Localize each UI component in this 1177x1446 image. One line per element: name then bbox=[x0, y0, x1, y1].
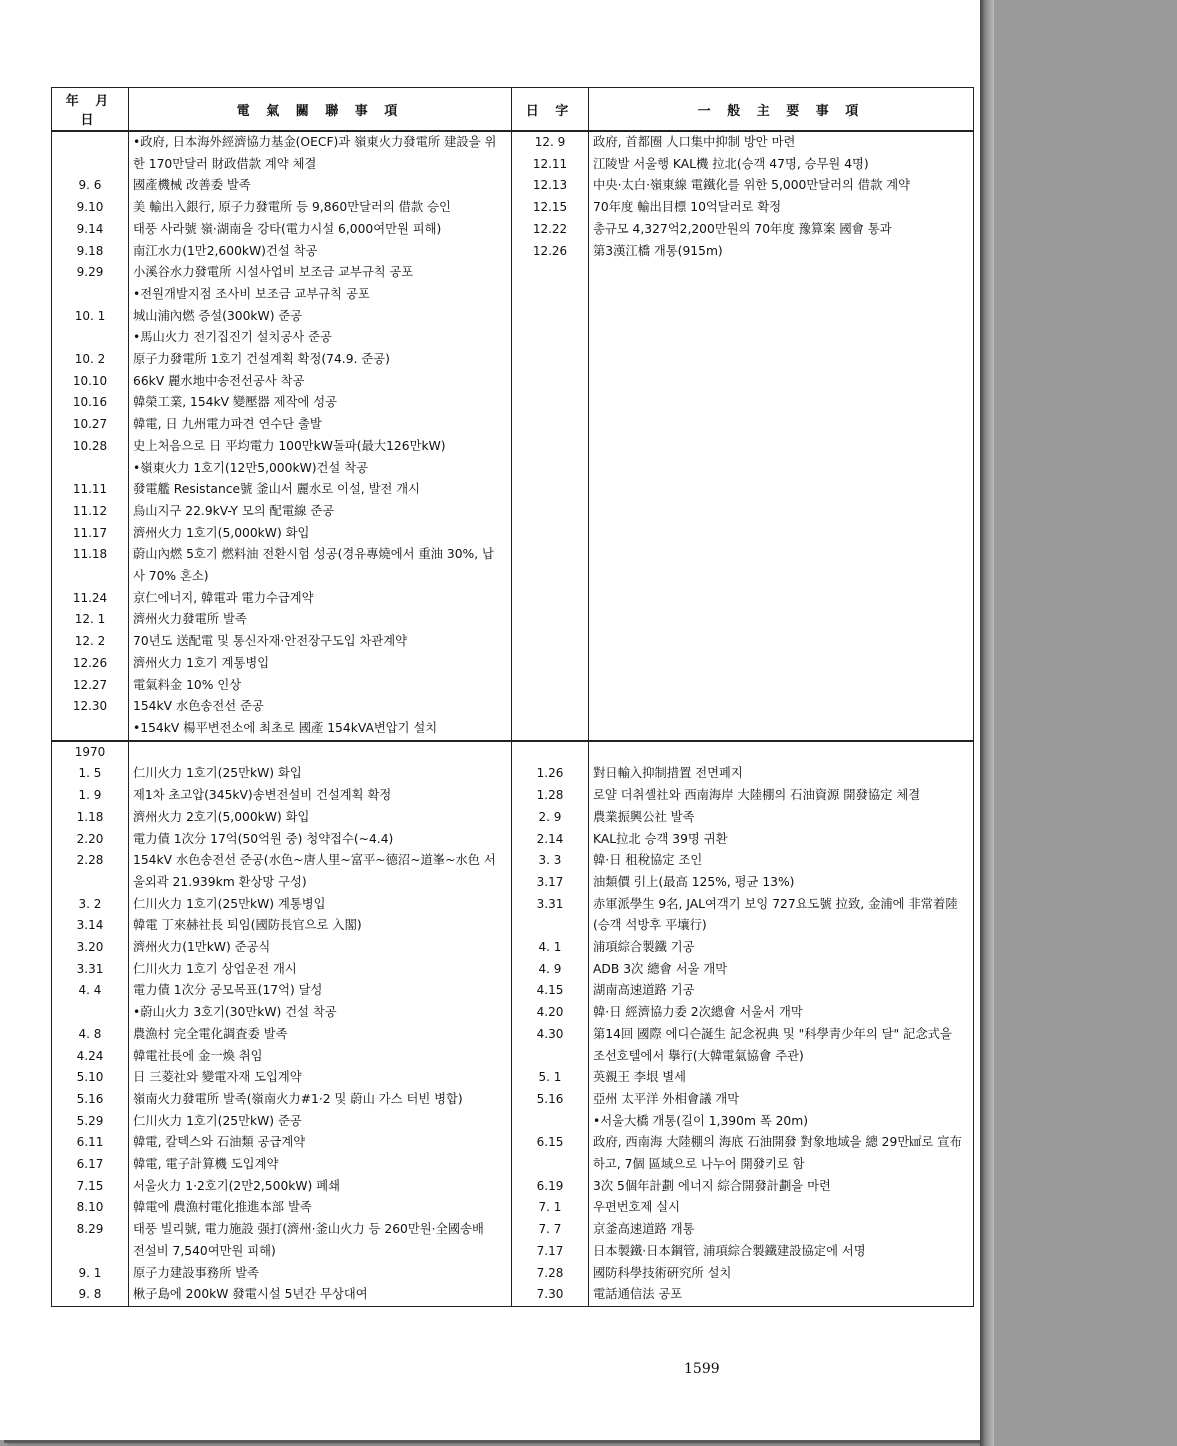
date-cell: 12.30 bbox=[52, 696, 129, 718]
table-row bbox=[52, 785, 974, 807]
date-cell: 9.29 bbox=[52, 262, 129, 284]
header-electric-events: 電 氣 關 聯 事 項 bbox=[129, 88, 512, 132]
general-event-cell bbox=[589, 392, 974, 414]
table-row bbox=[52, 609, 974, 631]
general-event-cell: 3次 5個年計劃 에너지 綜合開發計劃을 마련 bbox=[589, 1176, 974, 1198]
date-cell: 12.26 bbox=[52, 653, 129, 675]
date-cell: 8.29 bbox=[52, 1219, 129, 1241]
electric-event-cell: 태풍 빌리號, 電力施設 强打(濟州·釜山火力 등 260만원·全國송배 bbox=[129, 1219, 512, 1241]
date-cell bbox=[52, 718, 129, 741]
day-cell bbox=[512, 349, 589, 371]
general-event-cell: 對日輸入抑制措置 전면폐지 bbox=[589, 763, 974, 785]
general-event-cell: 日本製鐵·日本鋼管, 浦項綜合製鐵建設協定에 서명 bbox=[589, 1241, 974, 1263]
date-cell: 1. 9 bbox=[52, 785, 129, 807]
electric-event-cell: 電力債 1次分 공모목표(17억) 달성 bbox=[129, 980, 512, 1002]
general-event-cell: 國防科學技術硏究所 설치 bbox=[589, 1263, 974, 1285]
general-event-cell: •서울大橋 개통(길이 1,390m 폭 20m) bbox=[589, 1111, 974, 1133]
general-event-cell: 中央·太白·嶺東線 電鐵化를 위한 5,000만달러의 借款 계약 bbox=[589, 175, 974, 197]
table-row bbox=[52, 436, 974, 458]
header-day: 日 字 bbox=[512, 88, 589, 132]
date-cell: 1.18 bbox=[52, 807, 129, 829]
table-row bbox=[52, 937, 974, 959]
day-cell bbox=[512, 436, 589, 458]
general-event-cell bbox=[589, 284, 974, 306]
day-cell bbox=[512, 479, 589, 501]
date-cell: 5.10 bbox=[52, 1067, 129, 1089]
table-row bbox=[52, 807, 974, 829]
table-row bbox=[52, 915, 974, 937]
table-row bbox=[52, 653, 974, 675]
electric-event-cell: •嶺東火力 1호기(12만5,000kW)건설 착공 bbox=[129, 458, 512, 480]
day-cell bbox=[512, 588, 589, 610]
table-row bbox=[52, 1284, 974, 1306]
date-cell: 3.20 bbox=[52, 937, 129, 959]
date-cell bbox=[52, 154, 129, 176]
general-event-cell: 亞州 太平洋 外相會議 개막 bbox=[589, 1089, 974, 1111]
general-event-cell: 第14回 國際 에디슨誕生 記念祝典 및 "科學靑少年의 달" 記念式을 bbox=[589, 1024, 974, 1046]
general-event-cell: 江陵발 서울행 KAL機 拉北(승객 47명, 승무원 4명) bbox=[589, 154, 974, 176]
date-cell: 3.31 bbox=[52, 959, 129, 981]
date-cell bbox=[52, 327, 129, 349]
general-event-cell: 70年度 輸出目標 10억달러로 확정 bbox=[589, 197, 974, 219]
table-row bbox=[52, 219, 974, 241]
day-cell: 5.16 bbox=[512, 1089, 589, 1111]
header-general-events: 一 般 主 要 事 項 bbox=[589, 88, 974, 132]
date-cell: 10.28 bbox=[52, 436, 129, 458]
general-event-cell: 湖南高速道路 기공 bbox=[589, 980, 974, 1002]
day-cell bbox=[512, 306, 589, 328]
table-row bbox=[52, 392, 974, 414]
table-row bbox=[52, 1176, 974, 1198]
date-cell: 3. 2 bbox=[52, 894, 129, 916]
date-cell bbox=[52, 1002, 129, 1024]
electric-event-cell: 國產機械 改善委 발족 bbox=[129, 175, 512, 197]
day-cell: 6.19 bbox=[512, 1176, 589, 1198]
day-cell bbox=[512, 371, 589, 393]
table-row bbox=[52, 566, 974, 588]
date-cell: 10.16 bbox=[52, 392, 129, 414]
date-cell: 9. 8 bbox=[52, 1284, 129, 1306]
electric-event-cell: 66kV 麗水地中송전선공사 착공 bbox=[129, 371, 512, 393]
table-row bbox=[52, 980, 974, 1002]
date-cell: 11.11 bbox=[52, 479, 129, 501]
electric-event-cell: 仁川火力 1호기 상업운전 개시 bbox=[129, 959, 512, 981]
table-row bbox=[52, 829, 974, 851]
date-cell bbox=[52, 872, 129, 894]
day-cell bbox=[512, 631, 589, 653]
general-event-cell bbox=[589, 544, 974, 566]
electric-event-cell: 濟州火力 2호기(5,000kW) 화입 bbox=[129, 807, 512, 829]
table-row bbox=[52, 131, 974, 154]
date-cell: 9.14 bbox=[52, 219, 129, 241]
day-cell bbox=[512, 675, 589, 697]
electric-event-cell: 原子力發電所 1호기 건설계획 확정(74.9. 준공) bbox=[129, 349, 512, 371]
electric-event-cell: 濟州火力 1호기 계통병입 bbox=[129, 653, 512, 675]
general-event-cell: KAL拉北 승객 39명 귀환 bbox=[589, 829, 974, 851]
table-row bbox=[52, 1154, 974, 1176]
table-row bbox=[52, 544, 974, 566]
electric-event-cell: 南江水力(1만2,600kW)건설 착공 bbox=[129, 241, 512, 263]
table-row bbox=[52, 1089, 974, 1111]
day-cell bbox=[512, 915, 589, 937]
date-cell: 11.18 bbox=[52, 544, 129, 566]
general-event-cell bbox=[589, 588, 974, 610]
day-cell: 4.20 bbox=[512, 1002, 589, 1024]
day-cell: 2.14 bbox=[512, 829, 589, 851]
general-event-cell bbox=[589, 696, 974, 718]
electric-event-cell: 仁川火力 1호기(25만kW) 준공 bbox=[129, 1111, 512, 1133]
table-row bbox=[52, 327, 974, 349]
table-row bbox=[52, 1024, 974, 1046]
electric-event-cell: 韓電 丁來赫社長 퇴임(國防長官으로 入閣) bbox=[129, 915, 512, 937]
table-row bbox=[52, 1002, 974, 1024]
date-cell: 8.10 bbox=[52, 1197, 129, 1219]
general-event-cell bbox=[589, 631, 974, 653]
table-row bbox=[52, 741, 974, 764]
table-row bbox=[52, 1111, 974, 1133]
general-event-cell: 政府, 首都圈 人口集中抑制 방안 마련 bbox=[589, 131, 974, 154]
electric-event-cell: 原子力建設事務所 발족 bbox=[129, 1263, 512, 1285]
electric-event-cell: 仁川火力 1호기(25만kW) 계통병입 bbox=[129, 894, 512, 916]
day-cell bbox=[512, 544, 589, 566]
section-1969 bbox=[52, 131, 974, 741]
date-cell: 11.12 bbox=[52, 501, 129, 523]
date-cell: 6.11 bbox=[52, 1132, 129, 1154]
electric-event-cell: 仁川火力 1호기(25만kW) 화입 bbox=[129, 763, 512, 785]
table-row bbox=[52, 458, 974, 480]
electric-event-cell: 韓電, 日 九州電力파견 연수단 출발 bbox=[129, 414, 512, 436]
electric-event-cell: 電力債 1次分 17억(50억원 중) 청약접수(~4.4) bbox=[129, 829, 512, 851]
general-event-cell bbox=[589, 675, 974, 697]
date-cell bbox=[52, 284, 129, 306]
electric-event-cell: 한 170만달러 財政借款 계약 체결 bbox=[129, 154, 512, 176]
date-cell: 9. 6 bbox=[52, 175, 129, 197]
table-row bbox=[52, 154, 974, 176]
electric-event-cell: 韓榮工業, 154kV 變壓器 제작에 성공 bbox=[129, 392, 512, 414]
day-cell bbox=[512, 327, 589, 349]
electric-event-cell: 濟州火力(1만kW) 준공식 bbox=[129, 937, 512, 959]
general-event-cell bbox=[589, 523, 974, 545]
electric-event-cell: 小溪谷水力發電所 시설사업비 보조금 교부규칙 공포 bbox=[129, 262, 512, 284]
day-cell bbox=[512, 501, 589, 523]
general-event-cell: 英親王 李垠 별세 bbox=[589, 1067, 974, 1089]
general-event-cell bbox=[589, 458, 974, 480]
date-cell: 10.10 bbox=[52, 371, 129, 393]
date-cell: 1970 bbox=[52, 741, 129, 764]
electric-event-cell: 京仁에너지, 韓電과 電力수급계약 bbox=[129, 588, 512, 610]
day-cell: 4.15 bbox=[512, 980, 589, 1002]
electric-event-cell: 發電艦 Resistance號 釜山서 麗水로 이설, 발전 개시 bbox=[129, 479, 512, 501]
date-cell: 9. 1 bbox=[52, 1263, 129, 1285]
day-cell bbox=[512, 262, 589, 284]
electric-event-cell: 蔚山內燃 5호기 燃料油 전환시험 성공(경유專燒에서 重油 30%, 납 bbox=[129, 544, 512, 566]
date-cell: 11.24 bbox=[52, 588, 129, 610]
table-row bbox=[52, 306, 974, 328]
day-cell bbox=[512, 414, 589, 436]
electric-event-cell: 태풍 사라號 嶺·湖南을 강타(電力시설 6,000여만원 피해) bbox=[129, 219, 512, 241]
day-cell: 3.31 bbox=[512, 894, 589, 916]
general-event-cell: 第3漢江橋 개통(915m) bbox=[589, 241, 974, 263]
day-cell bbox=[512, 696, 589, 718]
day-cell bbox=[512, 609, 589, 631]
day-cell: 6.15 bbox=[512, 1132, 589, 1154]
table-row bbox=[52, 894, 974, 916]
table-row bbox=[52, 696, 974, 718]
day-cell: 12.15 bbox=[512, 197, 589, 219]
table-row bbox=[52, 1132, 974, 1154]
day-cell: 7.17 bbox=[512, 1241, 589, 1263]
day-cell: 5. 1 bbox=[512, 1067, 589, 1089]
date-cell: 4. 8 bbox=[52, 1024, 129, 1046]
table-row bbox=[52, 588, 974, 610]
electric-event-cell: •馬山火力 전기집진기 설치공사 준공 bbox=[129, 327, 512, 349]
table-row bbox=[52, 262, 974, 284]
date-cell: 12. 1 bbox=[52, 609, 129, 631]
electric-event-cell: 154kV 水色송전선 준공 bbox=[129, 696, 512, 718]
general-event-cell bbox=[589, 741, 974, 764]
date-cell: 2.20 bbox=[52, 829, 129, 851]
electric-event-cell: •蔚山火力 3호기(30만kW) 건설 착공 bbox=[129, 1002, 512, 1024]
day-cell: 1.28 bbox=[512, 785, 589, 807]
date-cell: 5.16 bbox=[52, 1089, 129, 1111]
general-event-cell: 電話通信法 공포 bbox=[589, 1284, 974, 1306]
date-cell: 10. 1 bbox=[52, 306, 129, 328]
table-row bbox=[52, 1219, 974, 1241]
table-row bbox=[52, 850, 974, 872]
day-cell: 7. 7 bbox=[512, 1219, 589, 1241]
day-cell bbox=[512, 392, 589, 414]
electric-event-cell: 楸子島에 200kW 發電시설 5년간 무상대여 bbox=[129, 1284, 512, 1306]
day-cell bbox=[512, 741, 589, 764]
day-cell: 1.26 bbox=[512, 763, 589, 785]
table-row bbox=[52, 872, 974, 894]
table-row bbox=[52, 241, 974, 263]
general-event-cell bbox=[589, 371, 974, 393]
table-row bbox=[52, 479, 974, 501]
day-cell bbox=[512, 566, 589, 588]
general-event-cell bbox=[589, 653, 974, 675]
general-event-cell: 韓·日 租稅協定 조인 bbox=[589, 850, 974, 872]
day-cell bbox=[512, 1046, 589, 1068]
electric-event-cell: 154kV 水色송전선 준공(水色~唐人里~富平~德沼~道峯~水色 서 bbox=[129, 850, 512, 872]
date-cell: 6.17 bbox=[52, 1154, 129, 1176]
date-cell: 3.14 bbox=[52, 915, 129, 937]
electric-event-cell: 濟州火力發電所 발족 bbox=[129, 609, 512, 631]
electric-event-cell: 사 70% 혼소) bbox=[129, 566, 512, 588]
date-cell: 4. 4 bbox=[52, 980, 129, 1002]
general-event-cell bbox=[589, 262, 974, 284]
table-row bbox=[52, 523, 974, 545]
day-cell: 12.13 bbox=[512, 175, 589, 197]
date-cell: 11.17 bbox=[52, 523, 129, 545]
date-cell bbox=[52, 1241, 129, 1263]
day-cell: 4.30 bbox=[512, 1024, 589, 1046]
electric-event-cell: 韓電에 農漁村電化推進本部 발족 bbox=[129, 1197, 512, 1219]
day-cell: 7. 1 bbox=[512, 1197, 589, 1219]
day-cell bbox=[512, 653, 589, 675]
electric-event-cell: 烏山지구 22.9kV-Y 모의 配電線 준공 bbox=[129, 501, 512, 523]
electric-event-cell: 嶺南火力發電所 발족(嶺南火力#1·2 및 蔚山 가스 터빈 병합) bbox=[129, 1089, 512, 1111]
electric-event-cell: 城山浦內燃 증설(300kW) 준공 bbox=[129, 306, 512, 328]
general-event-cell: 하고, 7個 區域으로 나누어 開發키로 함 bbox=[589, 1154, 974, 1176]
electric-event-cell: 전설비 7,540여만원 피해) bbox=[129, 1241, 512, 1263]
date-cell: 5.29 bbox=[52, 1111, 129, 1133]
table-row bbox=[52, 175, 974, 197]
date-cell: 1. 5 bbox=[52, 763, 129, 785]
electric-event-cell: 제1차 초고압(345kV)송변전설비 건설계획 확정 bbox=[129, 785, 512, 807]
date-cell: 9.18 bbox=[52, 241, 129, 263]
general-event-cell: 油類價 引上(最高 125%, 평균 13%) bbox=[589, 872, 974, 894]
date-cell bbox=[52, 458, 129, 480]
general-event-cell: 赤軍派學生 9名, JAL여객기 보잉 727요도號 拉致, 金浦에 非常着陸 bbox=[589, 894, 974, 916]
electric-event-cell: •전원개발지점 조사비 보조금 교부규칙 공포 bbox=[129, 284, 512, 306]
table-row bbox=[52, 959, 974, 981]
general-event-cell bbox=[589, 501, 974, 523]
day-cell bbox=[512, 523, 589, 545]
table-row bbox=[52, 371, 974, 393]
electric-event-cell: 美 輸出入銀行, 原子力發電所 등 9,860만달러의 借款 승인 bbox=[129, 197, 512, 219]
general-event-cell: 浦項綜合製鐵 기공 bbox=[589, 937, 974, 959]
day-cell: 3.17 bbox=[512, 872, 589, 894]
general-event-cell bbox=[589, 414, 974, 436]
general-event-cell bbox=[589, 609, 974, 631]
date-cell: 2.28 bbox=[52, 850, 129, 872]
electric-event-cell: •154kV 楊平변전소에 최초로 國產 154kVA변압기 설치 bbox=[129, 718, 512, 741]
general-event-cell: 農業振興公社 발족 bbox=[589, 807, 974, 829]
table-row bbox=[52, 197, 974, 219]
date-cell: 7.15 bbox=[52, 1176, 129, 1198]
date-cell bbox=[52, 131, 129, 154]
table-header-row bbox=[52, 88, 974, 132]
electric-event-cell: 史上처음으로 日 平均電力 100만kW돌파(最大126만kW) bbox=[129, 436, 512, 458]
day-cell: 12.11 bbox=[512, 154, 589, 176]
day-cell: 3. 3 bbox=[512, 850, 589, 872]
electric-event-cell: 農漁村 完全電化調査委 발족 bbox=[129, 1024, 512, 1046]
electric-event-cell bbox=[129, 741, 512, 764]
electric-event-cell: 電氣料金 10% 인상 bbox=[129, 675, 512, 697]
general-event-cell: 政府, 西南海 大陸棚의 海底 石油開發 對象地域을 總 29만㎢로 宣布 bbox=[589, 1132, 974, 1154]
date-cell: 4.24 bbox=[52, 1046, 129, 1068]
day-cell bbox=[512, 458, 589, 480]
electric-event-cell: 韓電, 칼텍스와 石油類 공급계약 bbox=[129, 1132, 512, 1154]
table-row bbox=[52, 675, 974, 697]
table-row bbox=[52, 1263, 974, 1285]
electric-event-cell: 日 三菱社와 變電자재 도입계약 bbox=[129, 1067, 512, 1089]
general-event-cell: 韓·日 經濟協力委 2次總會 서울서 개막 bbox=[589, 1002, 974, 1024]
general-event-cell: 京釜高速道路 개통 bbox=[589, 1219, 974, 1241]
date-cell: 12. 2 bbox=[52, 631, 129, 653]
general-event-cell: ADB 3次 總會 서울 개막 bbox=[589, 959, 974, 981]
general-event-cell bbox=[589, 718, 974, 741]
day-cell: 4. 9 bbox=[512, 959, 589, 981]
day-cell: 2. 9 bbox=[512, 807, 589, 829]
day-cell: 12. 9 bbox=[512, 131, 589, 154]
general-event-cell bbox=[589, 327, 974, 349]
day-cell bbox=[512, 1111, 589, 1133]
page-number: 1599 bbox=[684, 1361, 720, 1377]
date-cell: 9.10 bbox=[52, 197, 129, 219]
header-date: 年 月 日 bbox=[52, 88, 129, 132]
day-cell: 7.30 bbox=[512, 1284, 589, 1306]
day-cell bbox=[512, 718, 589, 741]
date-cell: 10.27 bbox=[52, 414, 129, 436]
general-event-cell: 총규모 4,327억2,200만원의 70年度 豫算案 國會 통과 bbox=[589, 219, 974, 241]
table-row bbox=[52, 1046, 974, 1068]
general-event-cell: (승객 석방후 平壤行) bbox=[589, 915, 974, 937]
table-row bbox=[52, 631, 974, 653]
page-edge-shadow bbox=[980, 0, 994, 1446]
electric-event-cell: 울외곽 21.939km 환상망 구성) bbox=[129, 872, 512, 894]
electric-event-cell: 韓電, 電子計算機 도입계약 bbox=[129, 1154, 512, 1176]
table-row bbox=[52, 718, 974, 741]
electric-event-cell: 韓電社長에 金一煥 취임 bbox=[129, 1046, 512, 1068]
date-cell: 12.27 bbox=[52, 675, 129, 697]
table-row bbox=[52, 763, 974, 785]
electric-event-cell: 서울火力 1·2호기(2만2,500kW) 폐쇄 bbox=[129, 1176, 512, 1198]
table-row bbox=[52, 414, 974, 436]
table-row bbox=[52, 284, 974, 306]
general-event-cell: 조선호텔에서 擧行(大韓電氣協會 주관) bbox=[589, 1046, 974, 1068]
general-event-cell bbox=[589, 436, 974, 458]
date-cell: 10. 2 bbox=[52, 349, 129, 371]
general-event-cell bbox=[589, 349, 974, 371]
day-cell: 4. 1 bbox=[512, 937, 589, 959]
table-row bbox=[52, 1241, 974, 1263]
table-row bbox=[52, 1067, 974, 1089]
day-cell: 12.22 bbox=[512, 219, 589, 241]
date-cell bbox=[52, 566, 129, 588]
general-event-cell bbox=[589, 566, 974, 588]
day-cell: 7.28 bbox=[512, 1263, 589, 1285]
electric-event-cell: 濟州火力 1호기(5,000kW) 화입 bbox=[129, 523, 512, 545]
table-row bbox=[52, 1197, 974, 1219]
day-cell: 12.26 bbox=[512, 241, 589, 263]
table-row bbox=[52, 349, 974, 371]
general-event-cell: 로얄 더취셸社와 西南海岸 大陸棚의 石油資源 開發協定 체결 bbox=[589, 785, 974, 807]
general-event-cell bbox=[589, 479, 974, 501]
table-row bbox=[52, 501, 974, 523]
day-cell bbox=[512, 284, 589, 306]
chronology-table bbox=[51, 87, 974, 1307]
day-cell bbox=[512, 1154, 589, 1176]
electric-event-cell: 70년도 送配電 및 통신자재·안전장구도입 차관계약 bbox=[129, 631, 512, 653]
section-1970 bbox=[52, 741, 974, 1307]
general-event-cell bbox=[589, 306, 974, 328]
general-event-cell: 우편번호제 실시 bbox=[589, 1197, 974, 1219]
electric-event-cell: •政府, 日本海外經濟協力基金(OECF)과 嶺東火力發電所 建設을 위 bbox=[129, 131, 512, 154]
